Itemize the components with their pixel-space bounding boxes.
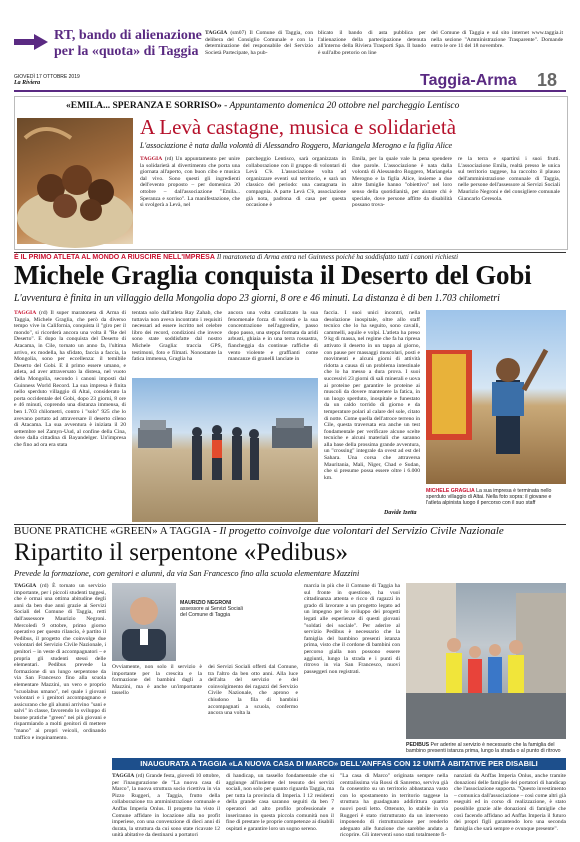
pedibus-children-photo [406,583,566,739]
article1-col-2: parcheggio Lentisco, sarà organizzata in collaborazione con il gruppo di volontari di Levà C'è. L'associazione volta ad organizzare eventi sul territorio, e sarà un classico del periodo: una castagnata in compagnia. A parte Levà C'è, associazione già nota, padrona di casa per questa occasione è [246,156,346,209]
article1-col-3: Emila, per la quale vale la pena spendere due parole. L'associazione è nata dalla volontà di Alessandro Roggero, Mariangela Merogno e la figlia Alice, insieme a due altre famiglie hanno "obiettivo" nel loro senso della quotidianità, per aiutare chi è speciale, dove persone affitte da disabilità possano trova- [352,156,452,209]
paper-name: La Riviera [14,80,41,86]
article1-kicker: «EMILA... SPERANZA E SORRISO» - Appuntamento domenica 20 ottobre nel parcheggio Lentisco [66,101,460,111]
article3-subhead: Prevede la formazione, con genitori e alunni, da via San Francesco fino alla scuola elementare Mazzini [14,569,360,578]
article3-col-1: TAGGIA (rd) È tornato un servizio importante, per i piccoli studenti taggesi, che è ormai una ottima abitudine degli anni da ben due anni grazie ai Servizi Sociali del Comune di Taggia, retti dall'assessore Maurizio Negroni. Mercoledì 9 ottobre, primo giorno operativo per questo rilancio, è partito il Pedibus, il progetto che coinvolge due volontari del Servizio Civile Nazionale, i genitori – in veste di accompagnatori – e propria gli studenti stessi delle elementari. Pedibus prevede la formazione di un lungo serpentone da via San Francesco fino alla scuola elementare Mazzini, un vero e proprio "scuolabus umano", nel quale i giovani volontari e i genitori accompagnano e assicurano che gli alunni arrivino "sani e salvi" in classe, favorendo lo sviluppo di buone pratiche "green" nei più giovani e risparmiando a molti genitori di mettere "mano" ai propri veicoli, ordinando traffico e inquinamento. [14,583,107,741]
article3-col-4: marcia in più che il Comune di Taggia ha sul fronte in questione, ha vuoi cittadinanza attenta e ricco di ragazzi in grado di lavorare a un progetto legato ad un impegno per lo sviluppo dei progetti legati alle esperienze di questi giovani "soldati dei sociale". Per aderire al servizio Pedibus è necessario che la famiglia del bambino presenti istanza prima, visto che il cordone di bambini con percorso gialla non possono essere aggiunti, lungo la strada e i punti di ritrovo in via San Francesco, nuovi passeggeri non registrati. [304,583,400,675]
teaser-headline-2: per la «quota» di Taggia [54,44,199,59]
article3-headline: Ripartito il serpentone «Pedibus» [14,539,348,566]
article4-col-3: "La casa di Marco" originata sempre nella centralissima via Rossi di Sanremo, serviva già fa consentito su un territorio abbastanza vasto con lo spostamento in territorio taggese la struttura ha guadagnato addirittura quattro nuovi posti letto. Ottenuto, lo stabile in via Ruggeri è stato ristrutturato da un intervento imponendo di ristrutturazione per renderlo adeguato alle funzione che sarebbe andato a ricoprire. Gli interventi sono stati totalmente fi- [340,773,448,839]
article1-subhead: L'associazione è nata dalla volontà di Alessandro Roggero, Mariangela Merogno e la figlia Alice [140,141,453,150]
negroni-caption: MAURIZIO NEGRONI assessore ai Servizi Sociali del Comune di Taggia [180,600,243,618]
chestnut-photo [17,118,133,244]
article4-col-1: TAGGIA (rd) Grande festa, giovedì 10 ottobre, per l'inaugurazione de "La nuova casa di Marco", la nuova struttura socio ricettiva in via Pizzo Ruggeri, a Taggia, frutto della collaborazione tra amministrazione comunale e Anffas Imperia Onlus. Il progetto ha visto il Comune affidare in locazione alla no profit imperiese, con una convenzione di dieci anni di durata, la struttura da cui sono state ricavate 12 unità abitative da destinarsi a portatori [112,773,220,839]
graglia-photo-caption: MICHELE GRAGLIA La sua impresa è terminata nello sperduto villaggio di Altai. Nella foto sopra: il giovane e l'atleta alpinista luogo il percorso con il suo staff [426,488,552,506]
article2-author: Davide Izetta [384,510,417,516]
teaser-headline-1: RT, bando di alienazione [54,28,202,43]
article4-col-2: di handicap, un tassello fondamentale che si aggiunge all'insieme del tessuto dei servizi sociali, non solo per quanto riguarda Taggia, ma per tutta la provincia di Imperia. I 12 residenti della grande casa saranno seguiti da ben 7 operatori ad alto profilo professionale e inseriranno in questa piccola comunità non il fine di prestare le proprie competenze ai disabili ospitati e garantire loro un sogno sereno. [226,773,334,832]
gobi-team-photo [132,378,318,522]
article3-col-2: Ovviamente, non solo il servizio è importante per la crescita e la formazione del bambini dagli a Mazzini, ma è anche un'importante tassello [112,664,202,697]
article2-kicker: È IL PRIMO ATLETA AL MONDO A RIUSCIRE NELL'IMPRESA Il maratoneta di Arma entra nel Guinness poiché ha soddisfatto tutti i canoni richiesti [14,253,459,261]
teaser-col-1: TAGGIA (sm07) Il Comune di Taggia, con delibera del Consiglio Comunale e con la determinazione del responsabile del Servizio Società Partecipate, ha pub- [205,30,313,56]
article2-headline: Michele Graglia conquista il Deserto del Gobi [14,260,532,290]
teaser-arrow-icon [14,34,48,50]
article3-kicker: BUONE PRATICHE «GREEN» A TAGGIA - Il progetto coinvolge due volontari del Servizio Civile Nazionale [14,525,504,537]
article2-col-1: TAGGIA (rd) Il super maratoneta di Arma di Taggia, Michele Graglia, che però da diverso tempo vive in California, conquista il "giro per il mondo", si ricorderà ancora una volta il "Re del Deserto". E dopo la conquista del Deserto di Atacama, in Cile, tornato un anno fa, l'ultima arrivo, ex modella, ha sfidato, faccia a faccia, la Mongolia, sono per eccellenza: il temibile Deserto del Gobi. E il primo essere umano, e atleta, ad aver attraversato la distesa, nel vuoto della Mongolia, secondo i canoni imposti dal Guinness World Record. La sua impresa è finita nello sperduto villaggio di Altai, considerato la porta occidentale del Gobi, dopo 23 giorni, 8 ore e 46 minuti, coprendo una distanza immensa, di ben 1.703 chilometri, contro i "solo" 925 che lo avevano portato ad attraversare il deserto cileno di Atacama. La sua avventura è iniziata il 20 settembre nel Zamyn-Uud, al confine della Cina, dove dalla cittadina di Bayandelger. Un'impresa che fino ad ora era stata [14,310,126,448]
page-number: 18 [537,70,558,90]
teaser-col-2: blicato il bando di asta pubblica per l'alienazione della partecipazione detenuta all'interno della Riviera Trasporti Spa. Il bando è sull'albo pretorio on line [318,30,426,56]
article4-col-4: nanziati da Anffas Imperia Onlus, anche tramite donazioni delle famiglie dei portatori di handicap che l'associazione supporta. "Questo investimento – comunica dall'associazione – così come altri già eseguiti ed in corso di realizzazione, è stato possibile grazie alle donazioni di famiglie che così facendo affidano ad Anffas Imperia il futuro dei propri figli garantendo loro una seconda famiglia che sarà sempre e ovunque presente". [454,773,566,832]
negroni-portrait [112,583,176,661]
graglia-runner-photo [426,310,566,484]
article1-headline: A Levà castagne, musica e solidarietà [140,115,457,139]
article1-col-4: re la terra e spartirsi i suoi frutti. L'associazione Emila, realtà presso le unica sul territorio taggese, ha raccolto il plauso dell'amministrazione comunale di Taggia, nelle persone dell'assessore ai Servizi Sociali Maurizio Negroni e del consigliere comunale Giancarlo Ceresola. [458,156,560,202]
masthead-rule [14,90,566,92]
pedibus-caption: PEDIBUS Per aderire al servizio è necessario che la famiglia del bambino presenti istanza prima, lungo la strada o al punto di ritrovo [406,742,561,754]
article2-subhead: L'avventura è finita in un villaggio della Mongolia dopo 23 giorni, 8 ore e 46 minuti. La distanza è di ben 1.703 chilometri [14,293,500,304]
article2-col-2: tentata solo dall'atleta Ray Zahab, che tuttavia non aveva incontrato i requisiti necessari ad essere iscritto nel celebre libro dei record, condizioni che invece sono state soddisfatte dal nostro Michele Graglia: traccia GPS, testimoni, foto e filmati. Nonostante la fatica immensa, Graglia ha [132,310,222,363]
teaser-dateline: TAGGIA [205,30,228,36]
section-title: Taggia-Arma [420,72,517,89]
article3-col-3: dei Servizi Sociali offerti dal Comune, tra l'altro da ben otto anni. Alla luce dell'alta del servizio e del coinvolgimento dei ragazzi del Servizio Civile Nazionale, che aprono e chiudono la fila di bambini accompagnati a scuola, confermo ancora una volta la [208,664,298,717]
anffas-banner: INAUGURATA A TAGGIA «LA NUOVA CASA DI MARCO» DELL'ANFFAS CON 12 UNITÀ ABITATIVE PER DISABILI [112,758,566,770]
article2-col-3: ancora una volta catalizzato la sua fenomenale forza di volontà e la sua concentrazione nell'aggredire, passo dopo passo, una steppa formata da aridi arbusti, ghiaia e in una terra rossastra, fiancheggia da continue raffiche di vento violente e graffianti come mancanze di granelli lanciate in [228,310,318,363]
article2-col-4: faccia. I suoi unici incontri, nella desolazione inospitale, oltre allo staff tecnico che lo ha seguito, sono cavalli, cammelli, aquile e volpi. L'atleta ha preso 9 kg di massa, nel regime che fa ha ripresa attivato il deserto in un tappa al giorno, con pause per massaggi muscolari, posti e movimenti e alcuni giorni di attività ridotta a causa di un problema intestinale che lo ha messo a dura prova. I suoi successivi 23 giorni di sali minerali e uova ai proteine per garantire le proteine ai muscoli da dovere mantenere la fatica, in un luogo sperduto, inospitale e funestato da un caldo torrido di giorno e da temperature polari al calare del sole, citato di notte. Come quella dell'atroce terreno in Cile, questa traversata era anche un test fondamentale per verificare alcune scelte tecniche e alcuni materiali che saranno alla base della prossima grande avventura, un "crossing" integrale da ovest ad est del Sahara. Una corsa che attraversa Mauritania, Mali, Niger, Chad e Sudan, che si presume possa essere oltre i 6.000 km. [324,310,420,481]
issue-date: GIOVEDÌ 17 OTTOBRE 2019 [14,74,80,80]
article1-col-1: TAGGIA (rd) Un appuntamento per unire la solidarietà al divertimento che porta una giornata all'aperto, con buon cibo e musica dal vivo. Sono questi gli ingredienti dell'evento proposto – per domenica 20 ottobre – dall'associazione "Emila... Speranza e sorriso". La manifestazione, che si svolgerà a Levà, nel [140,156,240,209]
teaser-col-3: del Comune di Taggia e sul sito internet www.taggia.it nella sezione "Amministrazione Trasparente". Domande entro le ore 11 del 18 novembre. [431,30,563,50]
